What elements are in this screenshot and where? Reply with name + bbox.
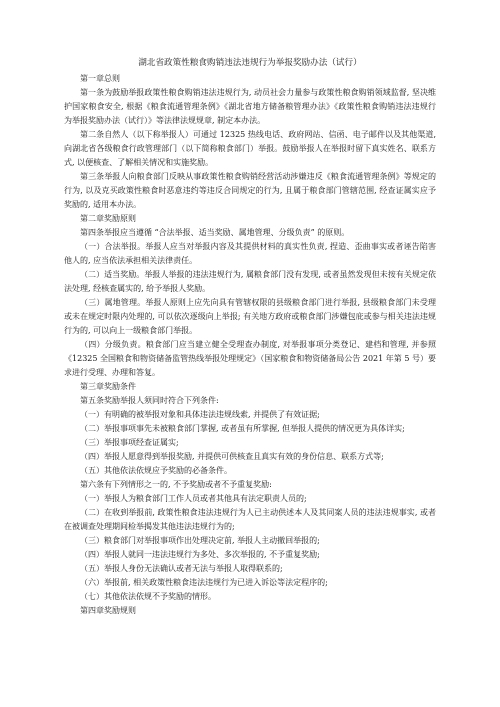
body-paragraph: 第六条有下列情形之一的, 不予奖励或者不予重复奖励: (80, 480, 272, 489)
body-paragraph: （六）举报前, 相关政策性粮食违法违规行为已进入诉讼等法定程序的; (80, 578, 328, 587)
body-paragraph: （七）其他依法依规不予奖励的情形。 (80, 592, 216, 601)
body-paragraph: （三）粮食部门对举报事项作出处理决定前, 举报人主动撤回举报的; (80, 536, 320, 545)
body-paragraph: （二）在收到举报前, 政策性粮食违法违规行为人已主动供述本人及其同案人员的违法违规事实, 或者在被调查处理期间检举揭发其他违法违规行为的; (64, 508, 436, 531)
body-paragraph: （三）属地管理。举报人原则上应先向具有管辖权限的县级粮食部门进行举报, 县级粮食部门未受理或未在规定时限内处理的, 可以依次逐级向上举报; 有关地方政府或粮食部门涉嫌包庇或参与相关违法违规行为的, 可以向上一级粮食部门举报。 (64, 298, 436, 335)
body-paragraph: （二）适当奖励。举报人举报的违法违规行为, 属粮食部门没有发现, 或者虽然发现但未按有关规定依法处理, 经核查属实的, 给予举报人奖励。 (64, 270, 436, 293)
chapter-heading: 第三章奖励条件 (80, 382, 136, 391)
chapter-heading: 第四章奖励规则 (80, 606, 136, 615)
body-paragraph: （一）有明确的被举报对象和具体违法违规线索, 并提供了有效证据; (80, 410, 320, 419)
body-paragraph: 第五条奖励举报人须同时符合下列条件: (80, 396, 219, 405)
body-paragraph: （四）举报人就同一违法违规行为多处、多次举报的, 不予重复奖励; (80, 550, 320, 559)
body-paragraph: （四）举报人愿意得到举报奖励, 并提供可供核查且真实有效的身份信息、联系方式等; (80, 452, 384, 461)
document-body (64, 72, 436, 618)
chapter-heading: 第一章总则 (80, 74, 120, 83)
body-paragraph: 第四条举报应当遵循 “合法举报、适当奖励、属地管理、分级负责” 的原则。 (80, 228, 350, 237)
body-paragraph: （一）合法举报。举报人应当对举报内容及其提供材料的真实性负责, 捏造、歪曲事实或者诬告陷害他人的, 应当依法承担相关法律责任。 (64, 242, 436, 265)
body-paragraph: 第三条举报人向粮食部门反映从事政策性粮食购销经营活动涉嫌违反《粮食流通管理条例》等规定的行为, 以及克买政策性粮食时恶意违约等违反合同规定的行为, 且属于粮食部门管辖范围, 经查证属实应予奖励的, 适用本办法。 (64, 172, 436, 209)
body-paragraph: （三）举报事项经查证属实; (80, 438, 179, 447)
body-paragraph: 第一条为鼓励举报政策性粮食购销违法违规行为, 动员社会力量参与政策性粮食购销领域监督, 坚决维护国家粮食安全, 根据《粮食流通管理条例》《湖北省地方储备粮管理办法》《政策性粮食购销违法违规行为举报奖励办法（试行）》等法律法规规章, 制定本办法。 (64, 88, 436, 125)
body-paragraph: （一）举报人为粮食部门工作人员或者其他具有法定职责人员的; (80, 494, 307, 503)
body-paragraph: （五）其他依法依规应予奖励的必备条件。 (80, 466, 232, 475)
body-paragraph: （五）举报人身份无法确认或者无法与举报人取得联系的; (80, 564, 283, 573)
body-paragraph: 第二条自然人（以下称举报人）可通过 12325 热线电话、政府网站、信函、电子邮件以及其他渠道, 向湖北省各级粮食行政管理部门（以下简称粮食部门）举报。鼓励举报人在举报时留下真实姓名、联系方式, 以便核查、了解相关情况和实施奖励。 (64, 130, 436, 167)
body-paragraph: （二）举报事项事先未被粮食部门掌握, 或者虽有所掌握, 但举报人提供的情况更为具体详实; (80, 424, 405, 433)
body-paragraph: （四）分级负责。粮食部门应当建立健全受理查办制度, 对举报事项分类登记、建档和管理, 并参照《12325 全国粮食和物资储备监管热线举报处理规定》（国家粮食和物资储备局公告 2021 年第 5 号）要求进行受理、办理和答复。 (64, 340, 436, 377)
chapter-heading: 第二章奖励原则 (80, 214, 136, 223)
document-title: 湖北省政策性粮食购销违法违规行为举报奖励办法（试行） (138, 58, 362, 68)
